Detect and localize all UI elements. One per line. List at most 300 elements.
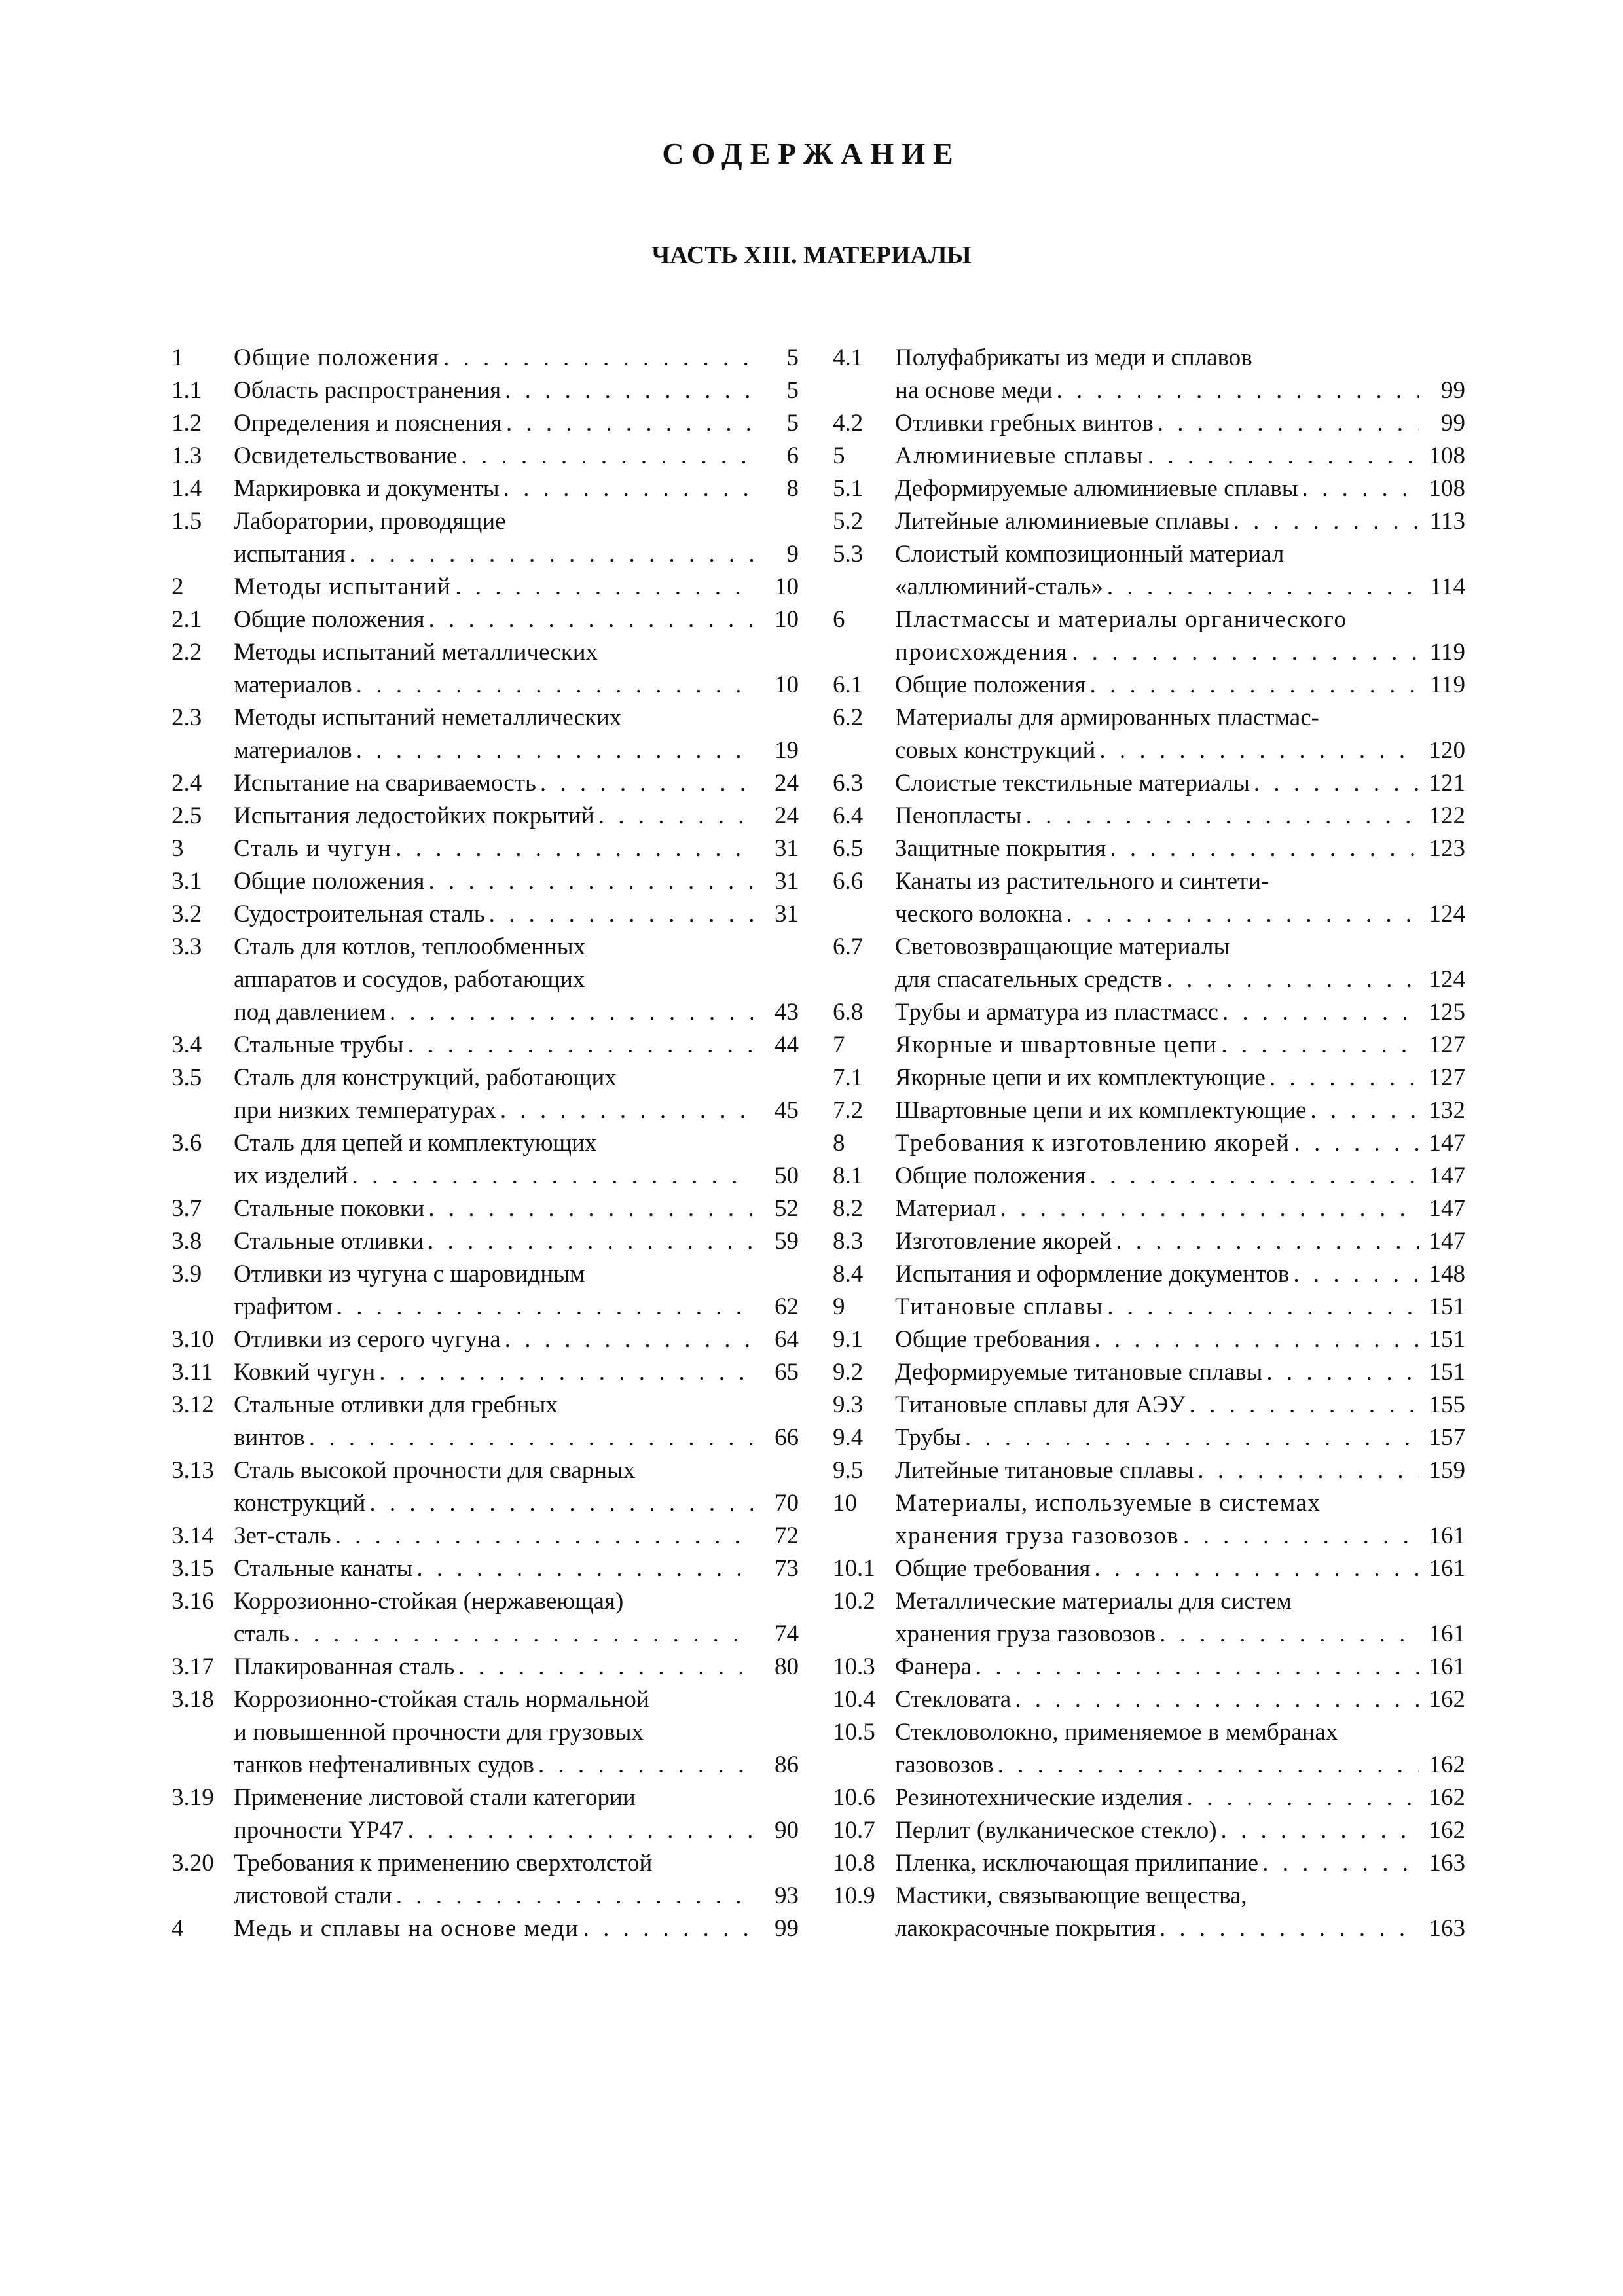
toc-entry-title-text: Медь и сплавы на основе меди <box>234 1915 579 1942</box>
toc-entry-title-text: Якорные и швартовные цепи <box>895 1031 1218 1058</box>
toc-entry-page: 9 <box>786 541 799 567</box>
toc-entry-title-text: хранения груза газовозов <box>895 1522 1180 1549</box>
toc-dot-leader <box>1221 1814 1419 1847</box>
toc-dot-leader <box>1089 669 1419 702</box>
toc-entry[interactable] <box>833 342 1465 407</box>
toc-entry[interactable] <box>172 702 799 767</box>
toc-entry-title-line <box>895 669 1419 702</box>
toc-entry-title-line <box>895 1880 1419 1912</box>
toc-entry-page: 45 <box>775 1097 799 1124</box>
toc-entry-title-text: Резинотехнические изделия <box>895 1784 1183 1811</box>
toc-entry[interactable] <box>172 603 799 636</box>
toc-entry-title <box>895 342 1419 407</box>
toc-entry[interactable] <box>172 1062 799 1127</box>
toc-entry-title-line <box>234 1258 753 1291</box>
toc-entry-title-line <box>234 407 753 440</box>
toc-entry-page: 73 <box>775 1555 799 1582</box>
toc-entry-title-line <box>895 1291 1419 1323</box>
toc-dot-leader <box>1148 440 1419 473</box>
toc-entry-title <box>895 1454 1419 1487</box>
toc-entry-title-line <box>234 1683 753 1716</box>
toc-entry[interactable] <box>172 505 799 571</box>
toc-entry-page: 80 <box>775 1653 799 1680</box>
toc-entry-title-line <box>234 1880 753 1912</box>
toc-entry-page: 93 <box>775 1882 799 1909</box>
toc-entry-number: 10.9 <box>833 1882 875 1909</box>
toc-dot-leader <box>293 1618 753 1651</box>
toc-entry[interactable] <box>833 702 1465 767</box>
toc-entry-title-text: прочности YP47 <box>234 1817 404 1844</box>
toc-entry-page: 151 <box>1429 1359 1465 1386</box>
toc-entry-title-text: Деформируемые титановые сплавы <box>895 1359 1263 1386</box>
toc-entry-title <box>234 1193 753 1225</box>
toc-entry-title-text: Материалы для армированных пластмас- <box>895 704 1319 731</box>
toc-entry-title <box>234 1062 753 1127</box>
toc-entry-number: 3.20 <box>172 1850 214 1876</box>
toc-dot-leader <box>598 800 753 833</box>
toc-entry[interactable] <box>833 1585 1465 1651</box>
toc-entry-number: 3.1 <box>172 868 202 895</box>
toc-entry-title <box>234 473 753 505</box>
toc-entry[interactable] <box>833 1552 1465 1585</box>
toc-entry-title-text: Общие положения <box>234 868 425 895</box>
toc-entry-title-text: сталь <box>234 1621 290 1647</box>
toc-entry-number: 8.4 <box>833 1261 864 1287</box>
toc-entry-number: 6.7 <box>833 933 864 960</box>
toc-entry-number: 9.3 <box>833 1391 864 1418</box>
toc-entry-title-text: Испытания ледостойких покрытий <box>234 802 594 829</box>
toc-entry-page: 66 <box>775 1424 799 1451</box>
toc-dot-leader <box>408 1814 753 1847</box>
toc-entry-title-line <box>895 1356 1419 1389</box>
toc-entry[interactable] <box>833 1225 1465 1258</box>
toc-entry-title <box>895 833 1419 865</box>
toc-entry-title-line <box>234 505 753 538</box>
toc-entry-title <box>895 931 1419 996</box>
toc-entry-page: 161 <box>1429 1653 1465 1680</box>
toc-entry-title <box>895 1651 1419 1683</box>
toc-entry-title <box>234 342 753 374</box>
toc-entry-page: 162 <box>1429 1817 1465 1844</box>
toc-entry[interactable] <box>172 636 799 702</box>
toc-dot-leader <box>1167 963 1419 996</box>
toc-entry-title-text: их изделий <box>234 1162 348 1189</box>
toc-entry-title-line <box>234 1193 753 1225</box>
toc-entry-page: 24 <box>775 802 799 829</box>
toc-entry-title-text: материалов <box>234 737 352 764</box>
toc-entry[interactable] <box>833 1454 1465 1487</box>
toc-entry-title <box>234 1356 753 1389</box>
toc-entry-title-text: Методы испытаний неметаллических <box>234 704 622 731</box>
toc-entry[interactable] <box>172 1225 799 1258</box>
toc-entry-title-text: Деформируемые алюминиевые сплавы <box>895 475 1298 502</box>
toc-entry-title-line <box>895 1552 1419 1585</box>
toc-entry-page: 24 <box>775 770 799 797</box>
toc-entry[interactable] <box>172 898 799 931</box>
toc-entry-title-line <box>895 473 1419 505</box>
toc-entry-page: 157 <box>1429 1424 1465 1451</box>
toc-entry[interactable] <box>833 1291 1465 1323</box>
toc-entry-title <box>895 1356 1419 1389</box>
toc-entry-number: 10.2 <box>833 1588 875 1615</box>
toc-entry[interactable] <box>172 473 799 505</box>
toc-entry-title-text: Слоистые текстильные материалы <box>895 770 1250 797</box>
toc-entry-number: 10.7 <box>833 1817 875 1844</box>
toc-dot-leader <box>500 1094 753 1127</box>
toc-entry[interactable] <box>172 571 799 603</box>
toc-entry-page: 163 <box>1429 1850 1465 1876</box>
toc-entry-number: 2 <box>172 573 184 600</box>
toc-entry-title <box>895 1193 1419 1225</box>
toc-entry-title-line <box>234 1749 753 1782</box>
toc-left-column <box>172 342 799 1945</box>
toc-dot-leader <box>583 1912 753 1945</box>
toc-entry-page: 99 <box>1441 377 1465 404</box>
toc-entry-title-text: Трубы <box>895 1424 961 1451</box>
toc-entry-number: 3.15 <box>172 1555 214 1582</box>
toc-entry-title-text: Фанера <box>895 1653 972 1680</box>
toc-entry-title-line <box>234 1814 753 1847</box>
toc-entry-page: 8 <box>786 475 799 502</box>
toc-entry-page: 70 <box>775 1490 799 1516</box>
toc-entry-title <box>895 1291 1419 1323</box>
toc-entry[interactable] <box>833 1094 1465 1127</box>
toc-entry-page: 74 <box>775 1621 799 1647</box>
toc-dot-leader <box>356 734 753 767</box>
toc-entry-page: 148 <box>1429 1261 1465 1287</box>
toc-entry-title-line <box>895 1520 1419 1552</box>
toc-entry[interactable] <box>833 1683 1465 1716</box>
toc-dot-leader <box>1266 1356 1419 1389</box>
toc-entry-title-line <box>234 1520 753 1552</box>
toc-entry-title <box>895 1683 1419 1716</box>
toc-entry-number: 3.9 <box>172 1261 202 1287</box>
toc-entry[interactable] <box>833 1258 1465 1291</box>
toc-entry[interactable] <box>172 931 799 1029</box>
toc-entry-title-text: газовозов <box>895 1751 994 1778</box>
toc-entry-title-text: аппаратов и сосудов, работающих <box>234 966 585 993</box>
toc-entry-page: 123 <box>1429 835 1465 862</box>
toc-entry[interactable] <box>833 1323 1465 1356</box>
toc-dot-leader <box>350 538 753 571</box>
toc-entry-title-text: хранения груза газовозов <box>895 1621 1156 1647</box>
toc-entry-page: 151 <box>1429 1293 1465 1320</box>
toc-entry-number: 6.4 <box>833 802 864 829</box>
toc-entry-number: 5.1 <box>833 475 864 502</box>
toc-entry-page: 127 <box>1429 1031 1465 1058</box>
toc-entry[interactable] <box>833 767 1465 800</box>
toc-entry-title-line <box>234 538 753 571</box>
toc-entry-number: 10.1 <box>833 1555 875 1582</box>
toc-entry-number: 6.2 <box>833 704 864 731</box>
toc-entry-page: 161 <box>1429 1555 1465 1582</box>
toc-dot-leader <box>408 1029 753 1062</box>
toc-entry-page: 108 <box>1429 475 1465 502</box>
toc-entry-title-text: Пластмассы и материалы органического <box>895 606 1347 633</box>
toc-entry-title <box>895 1782 1419 1814</box>
toc-entry[interactable] <box>833 800 1465 833</box>
toc-dot-leader <box>455 571 753 603</box>
toc-entry-title-text: Швартовные цепи и их комплектующие <box>895 1097 1307 1124</box>
toc-entry-title-line <box>895 1749 1419 1782</box>
toc-entry-title-text: Требования к применению сверхтолстой <box>234 1850 653 1876</box>
toc-entry-number: 3.2 <box>172 901 202 927</box>
toc-entry-page: 43 <box>775 999 799 1026</box>
page-title: СОДЕРЖАНИЕ <box>662 137 961 170</box>
toc-entry-number: 1.4 <box>172 475 202 502</box>
toc-entry-title <box>895 1847 1419 1880</box>
toc-entry-title-line <box>895 734 1419 767</box>
toc-entry[interactable] <box>172 440 799 473</box>
toc-entry-number: 5.3 <box>833 541 864 567</box>
toc-entry-title-line <box>234 865 753 898</box>
toc-right-column <box>833 342 1465 1945</box>
toc-entry-title-line <box>895 374 1419 407</box>
toc-entry-title-text: Сталь для цепей и комплектующих <box>234 1130 597 1157</box>
toc-entry-title <box>234 1782 753 1847</box>
toc-entry-title-text: Титановые сплавы для АЭУ <box>895 1391 1186 1418</box>
toc-entry[interactable] <box>833 1880 1465 1945</box>
toc-entry-page: 147 <box>1429 1228 1465 1255</box>
toc-entry-number: 3 <box>172 835 184 862</box>
toc-entry[interactable] <box>833 865 1465 931</box>
toc-dot-leader <box>1294 1127 1419 1160</box>
toc-entry-title <box>234 833 753 865</box>
toc-entry[interactable] <box>833 931 1465 996</box>
toc-entry[interactable] <box>172 1552 799 1585</box>
toc-entry[interactable] <box>833 1029 1465 1062</box>
toc-entry-page: 5 <box>786 344 799 371</box>
toc-entry-number: 6.8 <box>833 999 864 1026</box>
toc-entry[interactable] <box>172 1029 799 1062</box>
toc-entry-title <box>234 865 753 898</box>
toc-entry-number: 6.5 <box>833 835 864 862</box>
toc-entry[interactable] <box>833 1193 1465 1225</box>
toc-entry-title-text: Сталь для котлов, теплообменных <box>234 933 586 960</box>
toc-entry[interactable] <box>833 1356 1465 1389</box>
toc-entry[interactable] <box>172 833 799 865</box>
toc-entry-title-line <box>234 1716 753 1749</box>
toc-entry[interactable] <box>172 1520 799 1552</box>
toc-entry[interactable] <box>833 1716 1465 1782</box>
toc-entry[interactable] <box>833 996 1465 1029</box>
toc-dot-leader <box>416 1552 753 1585</box>
toc-entry[interactable] <box>172 865 799 898</box>
toc-entry-title-text: Отливки из серого чугуна <box>234 1326 501 1353</box>
toc-entry-page: 147 <box>1429 1130 1465 1157</box>
toc-dot-leader <box>428 603 753 636</box>
toc-dot-leader <box>356 669 753 702</box>
toc-entry-title-line <box>895 1323 1419 1356</box>
toc-entry-title <box>895 1323 1419 1356</box>
toc-entry-title-line <box>234 1585 753 1618</box>
toc-entry[interactable] <box>833 1389 1465 1422</box>
toc-entry-number: 7.2 <box>833 1097 864 1124</box>
toc-entry-title-line <box>234 1454 753 1487</box>
toc-entry[interactable] <box>172 767 799 800</box>
toc-entry[interactable] <box>172 374 799 407</box>
toc-entry-title-line <box>895 702 1419 734</box>
toc-entry-page: 124 <box>1429 966 1465 993</box>
toc-entry-number: 6.6 <box>833 868 864 895</box>
toc-entry[interactable] <box>833 407 1465 440</box>
toc-dot-leader <box>369 1487 753 1520</box>
toc-entry[interactable] <box>833 473 1465 505</box>
toc-entry-title-text: Коррозионно-стойкая (нержавеющая) <box>234 1588 624 1615</box>
toc-entry[interactable] <box>172 1454 799 1520</box>
toc-entry-title-text: для спасательных средств <box>895 966 1163 993</box>
toc-entry[interactable] <box>172 1127 799 1193</box>
toc-entry-title-text: Стальные отливки <box>234 1228 424 1255</box>
toc-entry-title-line <box>234 440 753 473</box>
toc-entry[interactable] <box>172 1356 799 1389</box>
toc-entry-title <box>895 767 1419 800</box>
toc-entry-page: 121 <box>1429 770 1465 797</box>
toc-entry-page: 19 <box>775 737 799 764</box>
toc-entry[interactable] <box>172 1847 799 1912</box>
toc-entry[interactable] <box>172 1389 799 1454</box>
toc-entry-title-text: при низких температурах <box>234 1097 496 1124</box>
toc-entry[interactable] <box>833 1062 1465 1094</box>
toc-entry-number: 3.8 <box>172 1228 202 1255</box>
toc-entry-title-line <box>234 1225 753 1258</box>
toc-entry-title-line <box>895 833 1419 865</box>
toc-entry-title-text: Отливки из чугуна с шаровидным <box>234 1261 585 1287</box>
toc-entry-title-line <box>895 931 1419 963</box>
toc-entry-number: 6 <box>833 606 845 633</box>
toc-entry[interactable] <box>833 440 1465 473</box>
toc-entry[interactable] <box>172 1323 799 1356</box>
toc-entry-number: 9.5 <box>833 1457 864 1484</box>
toc-entry-number: 3.10 <box>172 1326 214 1353</box>
toc-entry-title-line <box>234 800 753 833</box>
toc-entry-title-line <box>234 1356 753 1389</box>
toc-entry-title-line <box>895 603 1419 636</box>
toc-entry-page: 132 <box>1429 1097 1465 1124</box>
toc-entry-title-text: винтов <box>234 1424 305 1451</box>
toc-entry-number: 3.11 <box>172 1359 213 1386</box>
toc-entry-title <box>895 1389 1419 1422</box>
toc-entry[interactable] <box>833 1651 1465 1683</box>
toc-entry-title-line <box>234 1422 753 1454</box>
toc-entry[interactable] <box>172 800 799 833</box>
toc-dot-leader <box>1099 734 1419 767</box>
toc-entry-number: 3.13 <box>172 1457 214 1484</box>
toc-entry-title <box>895 1585 1419 1651</box>
toc-entry-title-line <box>895 1422 1419 1454</box>
toc-entry-title <box>234 1683 753 1782</box>
toc-entry-title-line <box>895 1618 1419 1651</box>
toc-entry[interactable] <box>172 342 799 374</box>
toc-entry-page: 10 <box>775 573 799 600</box>
toc-entry-title-text: Испытание на свариваемость <box>234 770 536 797</box>
toc-entry[interactable] <box>833 505 1465 538</box>
toc-entry-title-line <box>234 473 753 505</box>
toc-dot-leader <box>390 996 753 1029</box>
toc-entry-title-line <box>234 1127 753 1160</box>
toc-entry[interactable] <box>833 603 1465 669</box>
toc-entry-title-text: Требования к изготовлению якорей <box>895 1130 1290 1157</box>
toc-dot-leader <box>1026 800 1419 833</box>
toc-entry-number: 9.1 <box>833 1326 864 1353</box>
toc-dot-leader <box>1262 1847 1419 1880</box>
toc-entry-page: 31 <box>775 901 799 927</box>
toc-entry-title-text: лакокрасочные покрытия <box>895 1915 1156 1942</box>
toc-entry[interactable] <box>172 1683 799 1782</box>
toc-entry-page: 125 <box>1429 999 1465 1026</box>
toc-entry-title-line <box>234 734 753 767</box>
toc-entry-number: 10 <box>833 1490 857 1516</box>
toc-entry-number: 1.1 <box>172 377 202 404</box>
toc-entry-title-line <box>234 1094 753 1127</box>
toc-entry[interactable] <box>833 1422 1465 1454</box>
toc-entry[interactable] <box>833 1160 1465 1193</box>
toc-entry-title-text: происхождения <box>895 639 1068 666</box>
toc-entry-title <box>895 538 1419 603</box>
toc-entry-page: 90 <box>775 1817 799 1844</box>
toc-entry-title <box>234 1225 753 1258</box>
toc-entry[interactable] <box>172 1258 799 1323</box>
toc-entry-title-line <box>234 1029 753 1062</box>
toc-dot-leader <box>1107 571 1419 603</box>
toc-entry-page: 52 <box>775 1195 799 1222</box>
toc-entry-title-text: Общие положения <box>234 344 439 371</box>
toc-entry-number: 9 <box>833 1293 845 1320</box>
toc-entry-page: 113 <box>1429 508 1465 535</box>
toc-entry-title-line <box>895 1912 1419 1945</box>
toc-entry-title-line <box>895 1782 1419 1814</box>
toc-entry-number: 10.4 <box>833 1686 875 1713</box>
toc-entry-number: 5 <box>833 442 845 469</box>
toc-entry[interactable] <box>172 1585 799 1651</box>
toc-entry[interactable] <box>833 669 1465 702</box>
toc-entry[interactable] <box>833 1487 1465 1552</box>
toc-entry-title <box>895 1127 1419 1160</box>
toc-dot-leader <box>1094 1552 1419 1585</box>
toc-entry-page: 147 <box>1429 1195 1465 1222</box>
toc-entry[interactable] <box>172 1193 799 1225</box>
toc-entry-title-line <box>895 1094 1419 1127</box>
toc-entry-title-line <box>234 1618 753 1651</box>
toc-dot-leader <box>1197 1454 1419 1487</box>
toc-entry-title <box>234 1389 753 1454</box>
toc-entry[interactable] <box>833 833 1465 865</box>
toc-entry-title-line <box>234 1062 753 1094</box>
toc-entry-title-text: Судостроительная сталь <box>234 901 485 927</box>
toc-entry[interactable] <box>833 1782 1465 1814</box>
toc-entry-title <box>234 1127 753 1193</box>
toc-entry-title-text: «аллюминий-сталь» <box>895 573 1103 600</box>
toc-entry-title-text: Отливки гребных винтов <box>895 410 1154 437</box>
toc-entry-title <box>234 603 753 636</box>
toc-entry[interactable] <box>833 1847 1465 1880</box>
toc-entry-page: 6 <box>786 442 799 469</box>
toc-entry[interactable] <box>833 1814 1465 1847</box>
toc-entry[interactable] <box>172 1782 799 1847</box>
toc-entry[interactable] <box>833 538 1465 603</box>
toc-entry-title <box>895 1258 1419 1291</box>
toc-entry-title-line <box>234 342 753 374</box>
toc-entry-title-line <box>234 1389 753 1422</box>
toc-entry-title-text: Плакированная сталь <box>234 1653 455 1680</box>
toc-entry[interactable] <box>833 1127 1465 1160</box>
toc-dot-leader <box>428 1193 753 1225</box>
toc-entry[interactable] <box>172 407 799 440</box>
toc-dot-leader <box>506 407 753 440</box>
toc-entry-title-line <box>895 1716 1419 1749</box>
toc-entry[interactable] <box>172 1912 799 1945</box>
toc-entry[interactable] <box>172 1651 799 1683</box>
